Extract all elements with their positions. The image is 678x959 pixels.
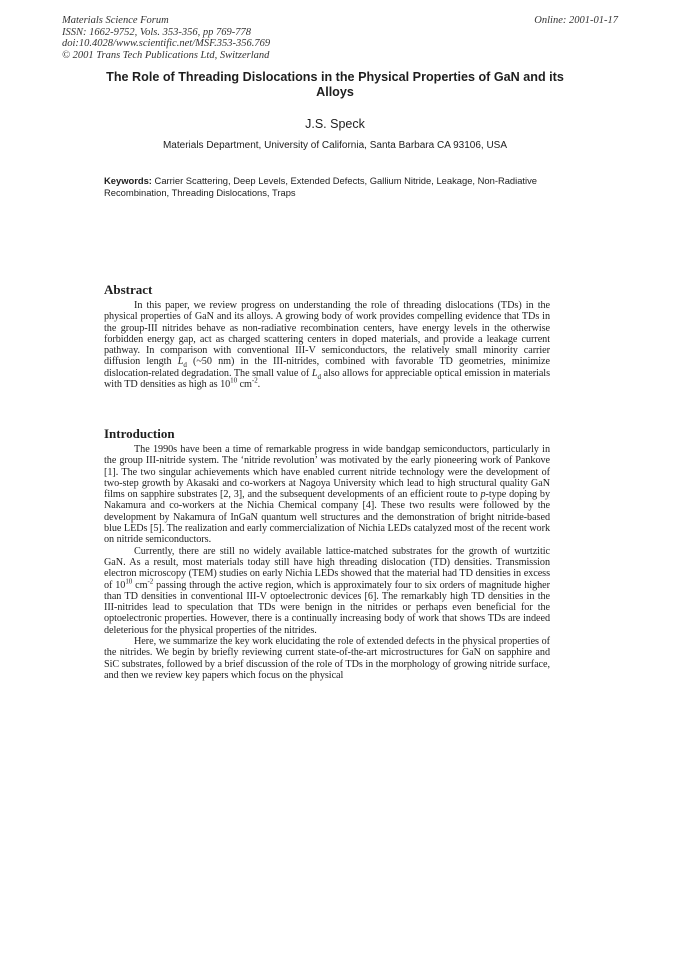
td-density-exponent: 10 bbox=[125, 577, 133, 586]
ld-symbol-2: L bbox=[311, 367, 318, 379]
introduction-section bbox=[104, 426, 550, 681]
ld-symbol: L bbox=[177, 356, 184, 368]
abstract-paragraph bbox=[104, 300, 550, 390]
intro-paragraph-2 bbox=[104, 546, 550, 636]
introduction-heading: Introduction bbox=[104, 426, 175, 441]
p-type-symbol: p bbox=[480, 489, 486, 501]
paper-author: J.S. Speck bbox=[305, 117, 365, 131]
keywords-list: Carrier Scattering, Deep Levels, Extended Defects, Gallium Nitride, Leakage, Non-Radiative Recombination, Threading Dislocations, Traps bbox=[104, 175, 538, 198]
paper-title: The Role of Threading Dislocations in the Physical Properties of GaN and its Alloys bbox=[106, 70, 564, 99]
intro-p2-text-a: Currently, there are still no widely available lattice-matched substrates for the growth of wurtzitic GaN. As a result, most materials today still have high threading dislocation (TD) densities. Transmission electron microscopy (TEM) studies on early Nichia LEDs showed that the material had TD densities in excess of bbox=[104, 545, 550, 591]
td-density-unit-exponent: -2 bbox=[147, 577, 154, 586]
abstract-text-b: (~50 nm) in the III-nitrides, combined with favorable TD geometries, minimize dislocation-related degradation. The small value of bbox=[104, 356, 551, 379]
td-density-base: 10 bbox=[115, 579, 126, 591]
abstract-section bbox=[104, 282, 550, 390]
intro-paragraph-3: Here, we summarize the key work elucidating the role of extended defects in the physical properties of the nitrides. We begin by briefly reviewing current state-of-the-art microstructures for GaN on sapphire and SiC substrates, followed by a brief discussion of the role of TDs in the morphology of growing nitride surface, and then we review key papers which focus on the physical bbox=[104, 636, 550, 681]
keywords-block bbox=[104, 175, 554, 198]
ld-subscript-2: d bbox=[317, 372, 321, 381]
doi-line[interactable]: doi:10.4028/www.scientific.net/MSF.353-356.769 bbox=[62, 38, 271, 49]
author-affiliation: Materials Department, University of California, Santa Barbara CA 93106, USA bbox=[162, 140, 508, 151]
abstract-end: . bbox=[257, 379, 261, 391]
density-exponent: 10 bbox=[230, 376, 238, 385]
online-date bbox=[534, 15, 618, 27]
intro-p1-text-a: The 1990s have been a time of remarkable progress in wide bandgap semiconductors, particularly in the group III-nitride system. The ‘nitride revolution’ was motivated by the early pioneering work of Pankove [1]. The two singular achievements which have enabled current nitride technology were the development of two-step growth by Akasaki and co-workers at Nagoya University which lead to high structural quality GaN films on sapphire substrates [2, 3], and the subsequent developments of an efficient route to bbox=[104, 444, 550, 501]
intro-p2-text-b: passing through the active region, which is approximately four to six orders of magnitude higher than TD densities in conventional III-V optoelectronic devices [6]. The remarkably high TD densities in the III-nitrides lead to speculation that TDs were benign in the nitrides or perhaps even beneficial for the optoelectronic properties. However, there is a continually increasing body of work that shows TDs are indeed deleterious for the physical properties of the nitrides. bbox=[104, 579, 551, 636]
journal-header bbox=[62, 15, 270, 61]
journal-name: Materials Science Forum bbox=[62, 15, 169, 26]
density-unit-exponent: -2 bbox=[251, 376, 258, 385]
intro-paragraph-1 bbox=[104, 444, 550, 546]
density-base: 10 bbox=[220, 379, 231, 391]
td-density-unit: cm bbox=[132, 579, 148, 591]
intro-p1-text-b: -type doping by Nakamura and co-workers at the Nichia Chemical company [4]. These two results were followed by the development by Nakamura of InGaN quantum well structures and the demonstration of bright nitride-based blue LEDs [5]. The realization and early commercialization of Nichia LEDs catalyzed most of the recent work on nitride semiconductors. bbox=[104, 489, 551, 546]
abstract-text-c: also allows for appreciable optical emission in materials with TD densities as high as bbox=[104, 367, 550, 391]
density-unit: cm bbox=[237, 379, 252, 391]
abstract-heading: Abstract bbox=[104, 282, 153, 297]
ld-subscript: d bbox=[183, 361, 187, 370]
online-date-text: Online: 2001-01-17 bbox=[534, 15, 618, 26]
copyright-line: © 2001 Trans Tech Publications Ltd, Switzerland bbox=[62, 49, 270, 61]
abstract-text-a: In this paper, we review progress on understanding the role of threading dislocations (TDs) in the physical properties of GaN and its alloys. A growing body of work provides compelling evidence that TDs in the group-III nitrides behave as non-radiative recombination centers, have energy levels in the otherwise forbidden energy gap, act as charged scattering centers in doped materials, and provide a leakage current pathway. In comparison with conventional III-V semiconductors, the relatively small minority carrier diffusion length bbox=[104, 300, 550, 368]
issn-line: ISSN: 1662-9752, Vols. 353-356, pp 769-778 bbox=[62, 26, 251, 38]
keywords-label: Keywords: bbox=[104, 175, 152, 186]
